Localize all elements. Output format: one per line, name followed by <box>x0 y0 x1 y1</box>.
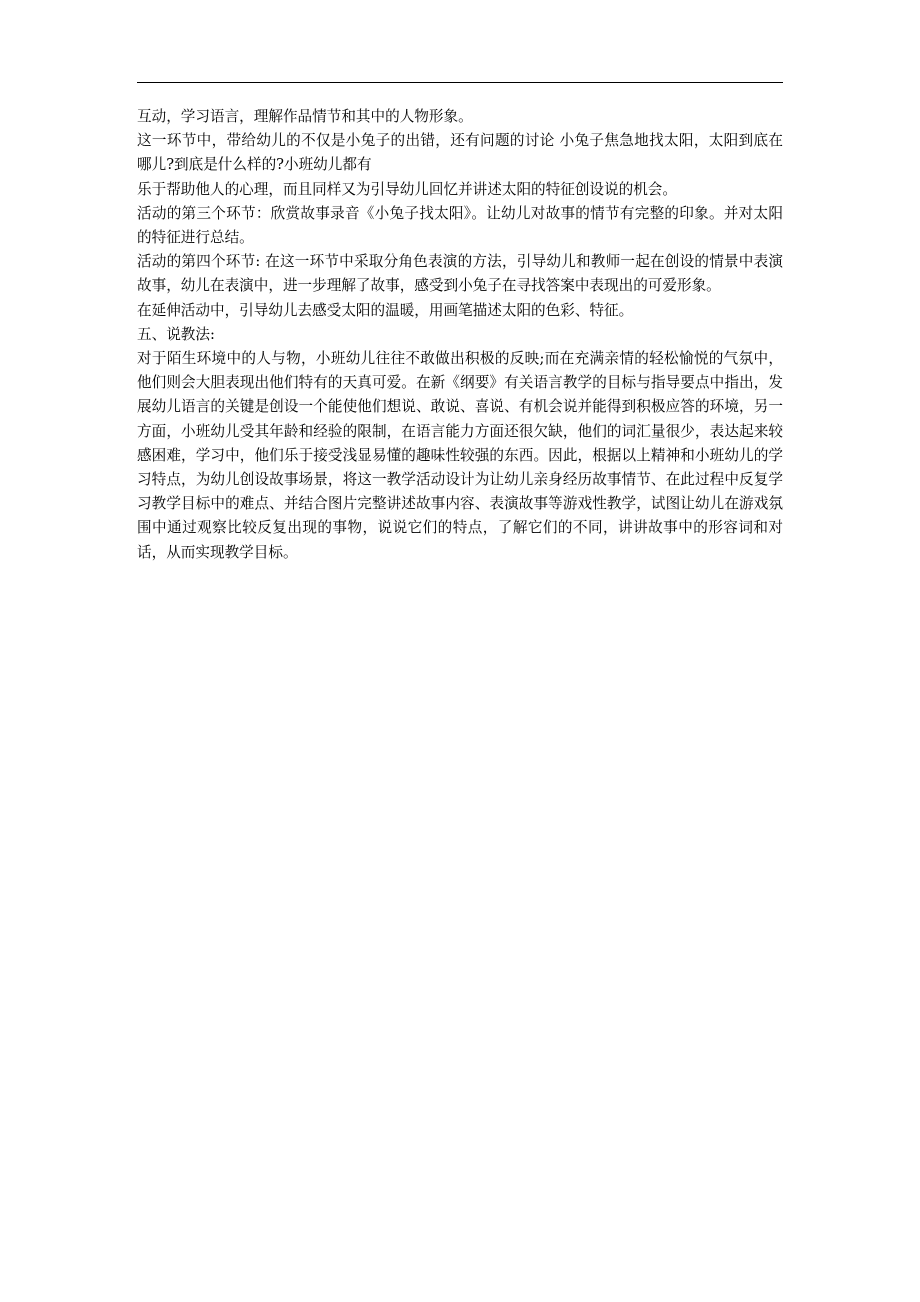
paragraph: 这一环节中，带给幼儿的不仅是小兔子的出错，还有问题的讨论 小兔子焦急地找太阳，太阳到底在哪儿?到底是什么样的?小班幼儿都有 <box>137 132 783 174</box>
paragraph: 对于陌生环境中的人与物，小班幼儿往往不敢做出积极的反映;而在充满亲情的轻松愉悦的气氛中，他们则会大胆表现出他们特有的天真可爱。在新《纲要》有关语言教学的目标与指导要点中指出，发展幼儿语言的关键是创设一个能使他们想说、敢说、喜说、有机会说并能得到积极应答的环境，另一方面，小班幼儿受其年龄和经验的限制，在语言能力方面还很欠缺，他们的词汇量很少，表达起来较感困难，学习中，他们乐于接受浅显易懂的趣味性较强的东西。因此，根据以上精神和小班幼儿的学习特点，为幼儿创设故事场景，将这一教学活动设计为让幼儿亲身经历故事情节、在此过程中反复学习教学目标中的难点、并结合图片完整讲述故事内容、表演故事等游戏性教学，试图让幼儿在游戏氛围中通过观察比较反复出现的事物，说说它们的特点，了解它们的不同，讲讲故事中的形容词和对话，从而实现教学目标。 <box>137 350 783 561</box>
document-body <box>137 105 783 565</box>
paragraph: 乐于帮助他人的心理，而且同样又为引导幼儿回忆并讲述太阳的特征创设说的机会。 <box>137 180 677 198</box>
paragraph: 活动的第三个环节：欣赏故事录音《小兔子找太阳》。让幼儿对故事的情节有完整的印象。并对太阳的特征进行总结。 <box>137 204 783 247</box>
paragraph: 互动，学习语言，理解作品情节和其中的人物形象。 <box>137 108 473 125</box>
section-heading: 五、说教法: <box>137 325 215 343</box>
paragraph: 活动的第四个环节: 在这一环节中采取分角色表演的方法，引导幼儿和教师一起在创设的情景中表演故事，幼儿在表演中，进一步理解了故事，感受到小兔子在寻找答案中表现出的可爱形象。 <box>137 253 783 295</box>
header-rule <box>137 82 783 83</box>
paragraph: 在延伸活动中，引导幼儿去感受太阳的温暖，用画笔描述太阳的色彩、特征。 <box>137 301 634 319</box>
